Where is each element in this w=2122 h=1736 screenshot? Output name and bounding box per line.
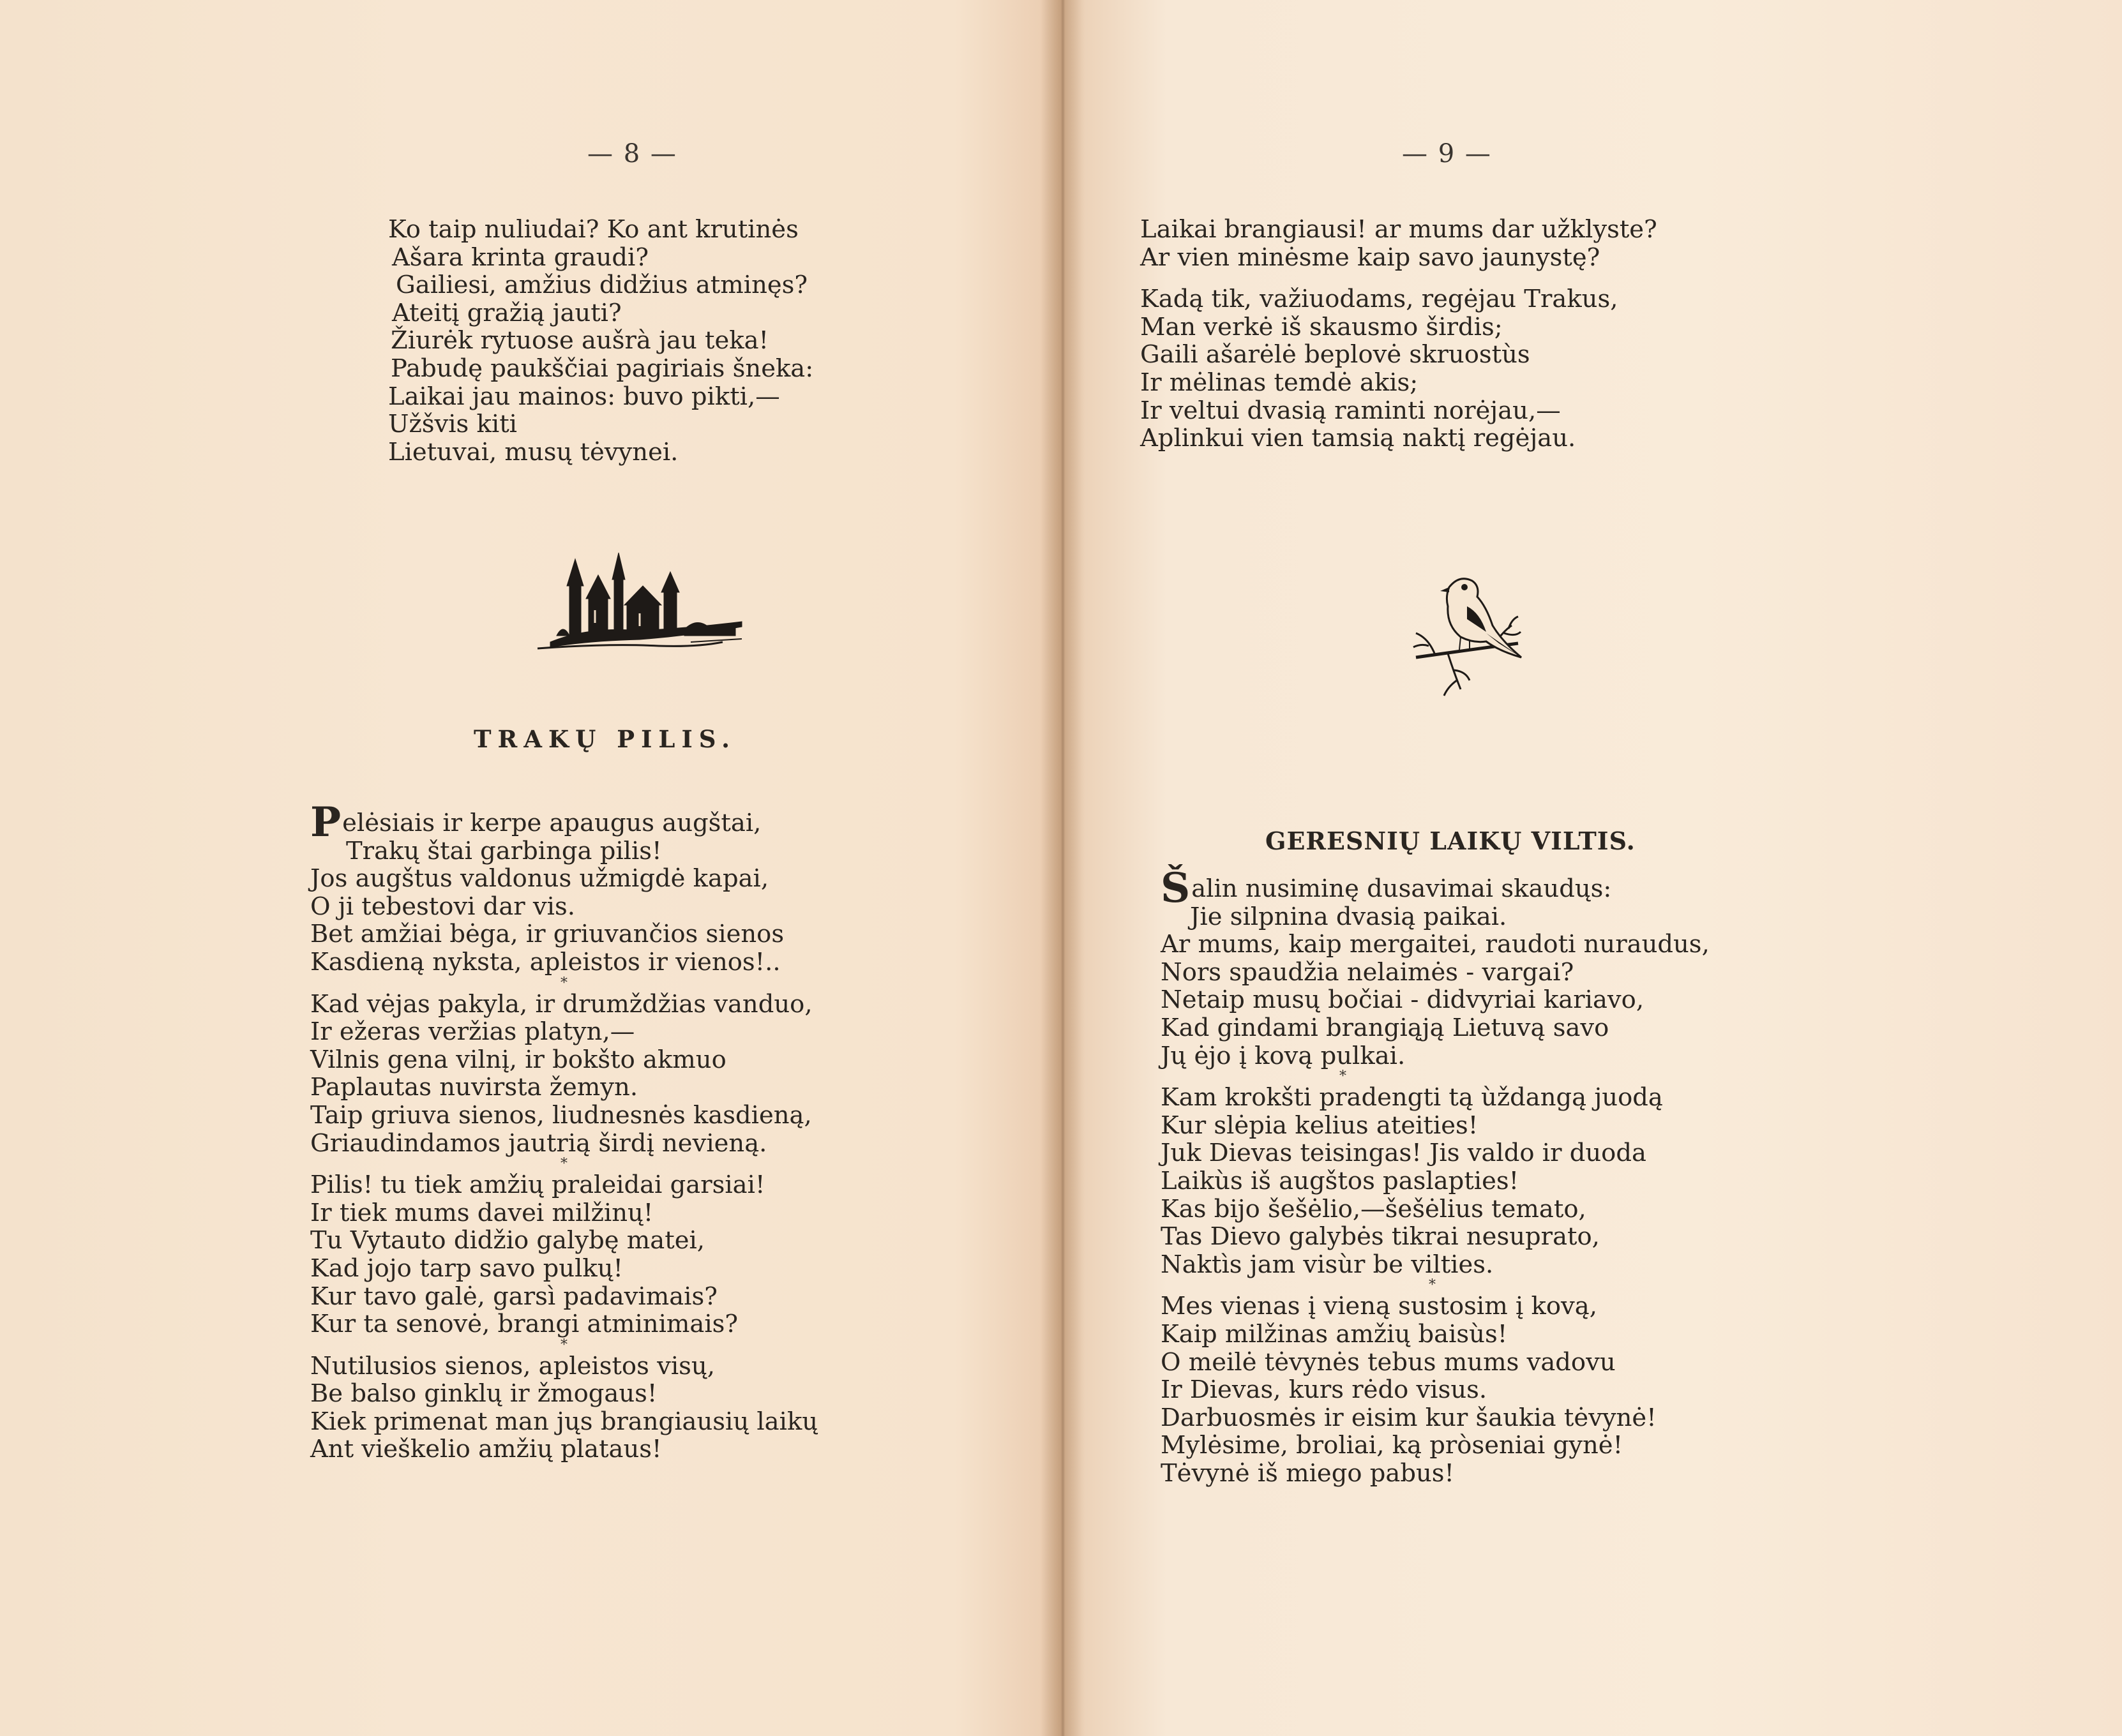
verse-line: Juk Dievas teisingas! Jis valdo ir duoda [1161, 1139, 1646, 1168]
verse-line: Mylėsime, broliai, ką pròseniai gynė! [1161, 1431, 1623, 1460]
verse-line: O ji tebestovi dar vis. [310, 892, 575, 921]
verse-line: Netaip musų bočiai - didvyriai kariavo, [1161, 985, 1644, 1015]
verse-line: Ir veltui dvasią raminti norėjau,— [1140, 396, 1561, 425]
verse-line: Laikai jau mainos: buvo pikti,— [388, 382, 780, 411]
verse-line: elėsiais ir kerpe apaugus augštai, [342, 809, 762, 837]
verse-line: Ar mums, kaip mergaitei, raudoti nuraudus, [1161, 930, 1710, 959]
drop-cap: Š [1161, 864, 1191, 912]
verse-line: Kur slėpia kelius ateities! [1161, 1111, 1479, 1140]
verse-line: Ir mėlinas temdė akis; [1140, 368, 1418, 397]
verse-line: Tas Dievo galybės tikrai nesuprato, [1161, 1222, 1600, 1252]
verse-line: Jie silpnina dvasią paikai. [1190, 902, 1507, 931]
verse-line: Be balso ginklų ir žmogaus! [310, 1379, 658, 1409]
verse-line: Nors spaudžia nelaimės - vargai? [1161, 957, 1574, 987]
verse-line: Laikai brangiausi! ar mums dar užklyste? [1140, 215, 1657, 244]
verse-line: Kiek primenat man jųs brangiausių laikų [310, 1407, 818, 1436]
verse-line: Lietuvai, musų tėvynei. [388, 437, 679, 467]
stanza-separator: * [561, 1156, 568, 1172]
verse-line: Man verkė iš skausmo širdis; [1140, 312, 1503, 341]
verse-line: Kasdieną nyksta, apleistos ir vienos!.. [310, 947, 781, 976]
verse-line: Taip griuva sienos, liudnesnės kasdieną, [310, 1100, 812, 1130]
verse-line: Tu Vytauto didžio galybę matei, [310, 1226, 705, 1255]
bird-vignette-icon [1390, 562, 1537, 702]
verse-line: Pabudę paukščiai pagiriais šneka: [391, 354, 814, 383]
verse-line: Paplautas nuvirsta žemyn. [310, 1073, 638, 1102]
stanza-separator: * [561, 975, 568, 991]
verse-line: Žiurėk rytuose aušrà jau teka! [391, 326, 769, 355]
page-number-left: — 8 — [587, 139, 677, 168]
verse-line-first [310, 798, 818, 846]
verse-line: Pilis! tu tiek amžių praleidai garsiai! [310, 1171, 765, 1200]
verse-line: Mes vienas į vieną sustosim į kovą, [1161, 1292, 1597, 1321]
verse-line: Kaip milžinas amžių baisùs! [1161, 1319, 1508, 1349]
poem-title-geresniu-laiku-viltis: GERESNIŲ LAIKŲ VILTIS. [1265, 827, 1636, 855]
verse-line: Ašara krinta graudi? [392, 243, 649, 272]
verse-line: Jos augštus valdonus užmigdė kapai, [310, 864, 769, 894]
verse-line: Ko taip nuliudai? Ko ant krutinės [388, 215, 799, 244]
verse-line: Kam krokšti pradengti tą ùždangą juodą [1161, 1083, 1663, 1112]
verse-line: Darbuosmės ir eisim kur šaukia tėvynė! [1161, 1403, 1657, 1432]
left-intro-stanza [388, 216, 813, 466]
verse-line: Bet amžiai bėga, ir griuvančios sienos [310, 920, 785, 949]
verse-line: Ir ežeras veržias platyn,— [310, 1017, 635, 1047]
verse-line: Ateitį gražią jauti? [392, 298, 622, 327]
verse-line: Trakų štai garbinga pilis! [346, 836, 662, 865]
verse-line: Kadą tik, važiuodams, regėjau Trakus, [1140, 285, 1618, 314]
verse-line: Tėvynė iš miego pabus! [1161, 1458, 1455, 1488]
verse-line: Kad vėjas pakyla, ir drumždžias vanduo, [310, 989, 813, 1019]
verse-line: Ar vien minėsme kaip savo jaunystę? [1140, 243, 1600, 272]
stanza-gap [1140, 271, 1657, 285]
verse-line: Gailiesi, amžius didžius atminęs? [396, 271, 808, 300]
poem-traku-pilis [310, 798, 818, 1464]
stanza-separator: * [1339, 1068, 1346, 1085]
verse-line: Kur ta senovė, brangi atminimais? [310, 1310, 739, 1339]
page-number-right: — 9 — [1402, 139, 1492, 168]
verse-line: Aplinkui vien tamsią naktį regėjau. [1140, 424, 1576, 453]
verse-line: Ir tiek mums davei milžinų! [310, 1198, 654, 1227]
verse-line: Laikùs iš augštos paslapties! [1161, 1166, 1519, 1195]
stanza-separator: * [561, 1336, 568, 1353]
verse-line: Nutilusios sienos, apleistos visų, [310, 1351, 715, 1381]
verse-line: Ir Dievas, kurs rėdo visus. [1161, 1375, 1487, 1405]
verse-line: Jų ėjo į kovą pulkai. [1161, 1041, 1406, 1070]
poem-geresniu-laiku-viltis [1161, 864, 1710, 1488]
verse-line: Kad gindami brangiąją Lietuvą savo [1161, 1013, 1609, 1042]
drop-cap: P [310, 798, 342, 846]
verse-line-first [1161, 864, 1710, 912]
verse-line: Užšvis kiti [388, 410, 517, 439]
verse-line: Ant vieškelio amžių plataus! [310, 1435, 662, 1464]
castle-vignette-icon [531, 546, 748, 655]
verse-line: Naktìs jam visùr be vilties. [1161, 1250, 1494, 1279]
verse-line: Vilnis gena vilnį, ir bokšto akmuo [310, 1045, 726, 1074]
right-intro-stanzas [1140, 216, 1657, 453]
verse-line: O meilė tėvynės tebus mums vadovu [1161, 1347, 1616, 1377]
stanza-separator: * [1429, 1277, 1436, 1294]
left-page [0, 0, 1060, 1736]
verse-line: Kur tavo galė, garsì padavimais? [310, 1282, 718, 1311]
verse-line: Griaudindamos jautrią širdį nevieną. [310, 1128, 767, 1158]
verse-line: Kas bijo šešėlio,—šešėlius temato, [1161, 1194, 1586, 1223]
verse-line: Kad jojo tarp savo pulkų! [310, 1253, 624, 1283]
verse-line: alin nusiminę dusavimai skaudųs: [1191, 874, 1612, 903]
poem-title-traku-pilis: TRAKŲ PILIS. [474, 725, 737, 753]
verse-line: Gaili ašarėlė beplovė skruostùs [1140, 340, 1530, 370]
